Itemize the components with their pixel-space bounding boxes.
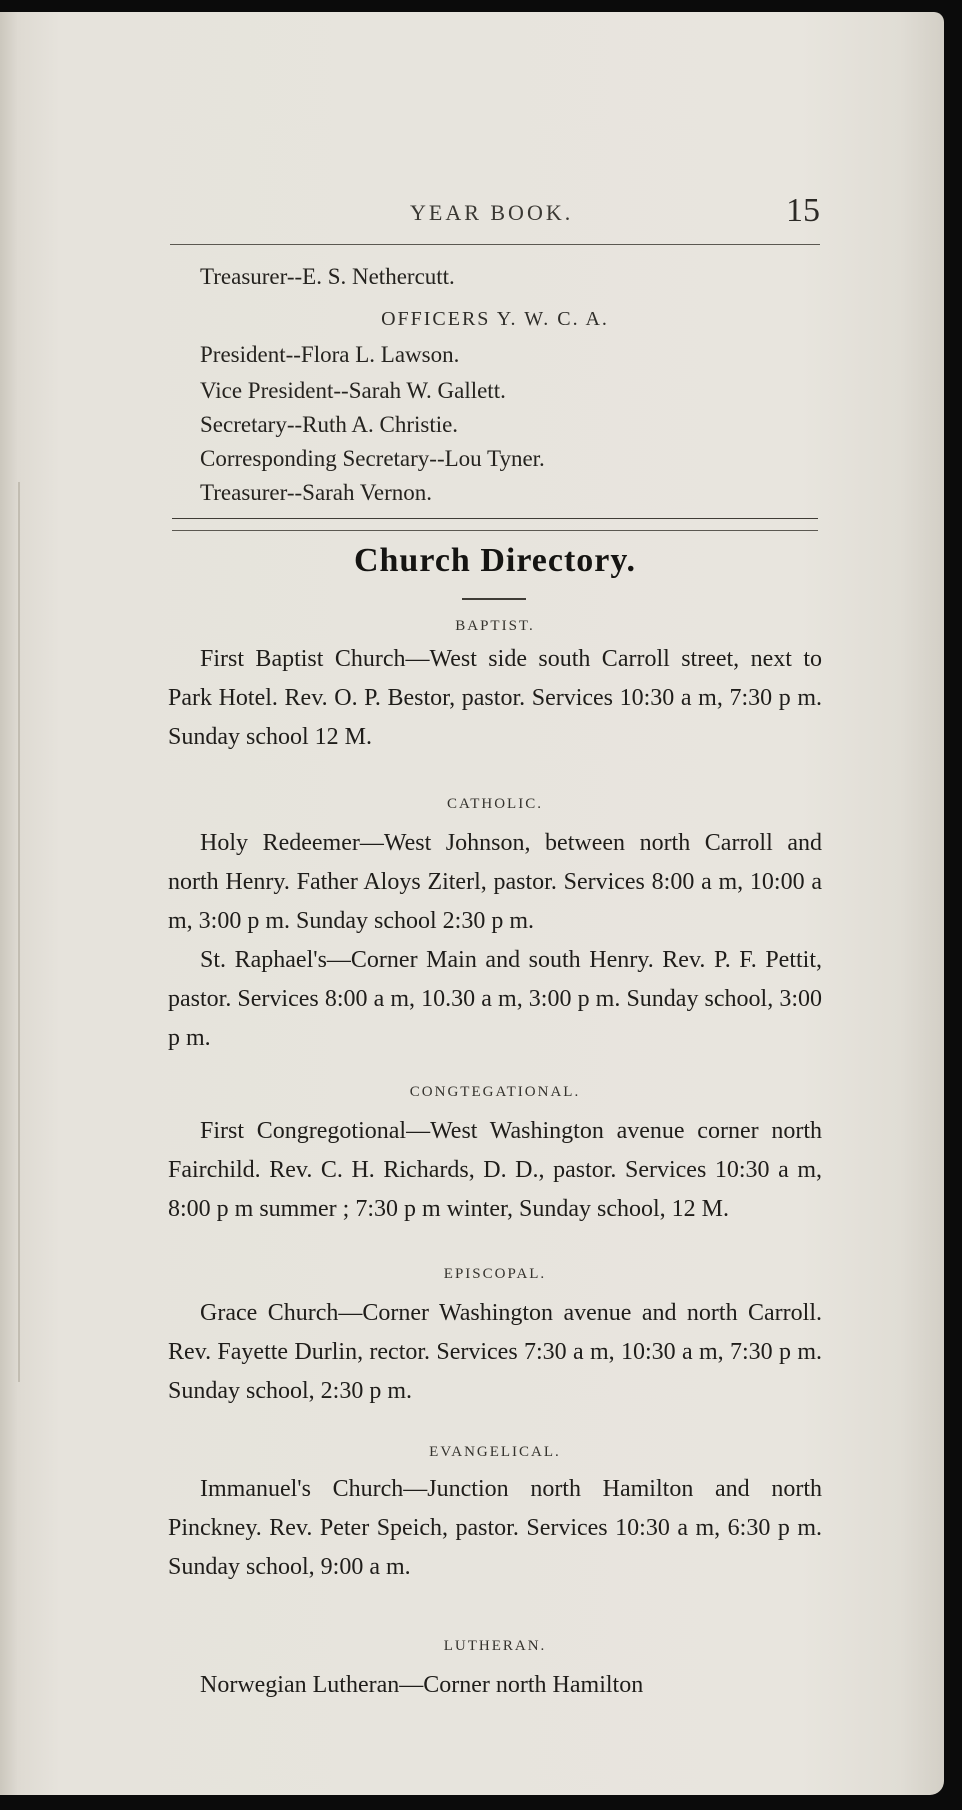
- section-rule: [172, 518, 818, 519]
- section-rule: [172, 530, 818, 531]
- entry-text: First Congregotional—West Washington avenue corner north Fairchild. Rev. C. H. Richards, D. D., pastor. Services 10:30 a m, 8:00 p m summer ; 7:30 p m winter, Sunday school, 12 M.: [168, 1118, 822, 1222]
- ywca-officer-line: Treasurer--Sarah Vernon.: [200, 480, 433, 505]
- section-heading: EPISCOPAL.: [443, 1266, 547, 1282]
- ywca-officer-line: Secretary--Ruth A. Christie.: [200, 412, 459, 437]
- entry-text: Grace Church—Corner Washington avenue and north Carroll. Rev. Fayette Durlin, rector. Services 7:30 a m, 10:30 a m, 7:30 p m. Sunday school, 2:30 p m.: [168, 1300, 822, 1404]
- title-underline: [462, 598, 526, 600]
- church-entry: [168, 1470, 822, 1587]
- section-heading: CATHOLIC.: [447, 796, 543, 812]
- church-entry: [168, 824, 822, 1058]
- church-entry: [168, 640, 822, 757]
- entry-text: St. Raphael's—Corner Main and south Henry. Rev. P. F. Pettit, pastor. Services 8:00 a m, 10.30 a m, 3:00 p m. Sunday school, 3:00 p m.: [168, 947, 822, 1051]
- entry-text: First Baptist Church—West side south Carroll street, next to Park Hotel. Rev. O. P. Bestor, pastor. Services 10:30 a m, 7:30 p m. Sunday school 12 M.: [168, 646, 822, 750]
- page-number: 15: [786, 192, 820, 229]
- book-page: [0, 12, 944, 1795]
- ywca-officer-line: Vice President--Sarah W. Gallett.: [200, 378, 506, 403]
- header-rule: [170, 244, 820, 245]
- church-entry: [168, 1112, 822, 1229]
- ywca-heading: OFFICERS Y. W. C. A.: [381, 308, 609, 330]
- prev-treasurer-line: Treasurer--E. S. Nethercutt.: [200, 264, 455, 289]
- entry-text: Immanuel's Church—Junction north Hamilton and north Pinckney. Rev. Peter Speich, pastor. Services 10:30 a m, 6:30 p m. Sunday school, 9:00 a m.: [168, 1476, 822, 1580]
- church-entry: [168, 1294, 822, 1411]
- ywca-officer-line: Corresponding Secretary--Lou Tyner.: [200, 446, 545, 471]
- section-heading: LUTHERAN.: [443, 1638, 547, 1654]
- section-heading: BAPTIST.: [455, 618, 535, 634]
- ywca-officer-line: President--Flora L. Lawson.: [200, 342, 460, 367]
- entry-text: Norwegian Lutheran—Corner north Hamilton: [200, 1672, 644, 1698]
- directory-title: Church Directory.: [353, 542, 637, 579]
- running-head: [170, 192, 820, 236]
- running-head-title: YEAR BOOK.: [410, 200, 574, 225]
- section-heading: EVANGELICAL.: [429, 1444, 561, 1460]
- page-gutter: [18, 482, 36, 1382]
- section-heading: CONGTEGATIONAL.: [409, 1084, 581, 1100]
- entry-text: Holy Redeemer—West Johnson, between north Carroll and north Henry. Father Aloys Ziterl, pastor. Services 8:00 a m, 10:00 a m, 3:00 p m. Sunday school 2:30 p m.: [168, 830, 822, 934]
